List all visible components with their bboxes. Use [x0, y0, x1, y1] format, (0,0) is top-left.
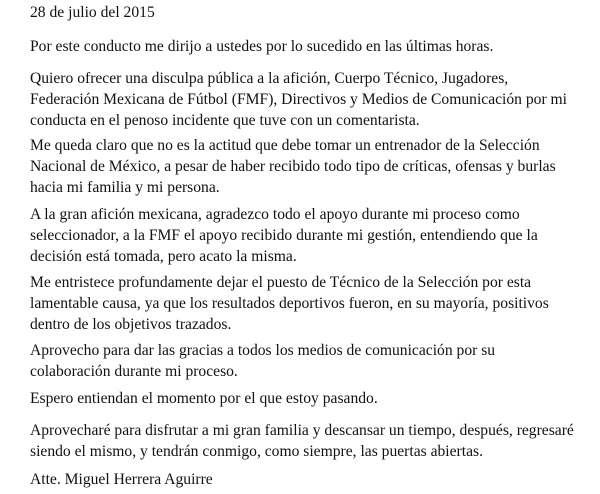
paragraph-2-line-1: Quiero ofrecer una disculpa pública a la afición, Cuerpo Técnico, Jugadores,: [30, 70, 509, 87]
paragraph-4-line-2: seleccionador, a la FMF el apoyo recibido durante mi gestión, entendiendo que la: [30, 227, 538, 244]
paragraph-3-line-3: hacia mi familia y mi persona.: [30, 179, 220, 196]
paragraph-8-line-1: Aprovecharé para disfrutar a mi gran familia y descansar un tiempo, después, regresaré: [30, 422, 574, 439]
paragraph-4-line-3: decisión está tomada, pero acato la misma.: [30, 248, 297, 265]
paragraph-3-line-2: Nacional de México, a pesar de haber recibido todo tipo de críticas, ofensas y burlas: [30, 158, 556, 175]
paragraph-3-line-1: Me queda claro que no es la actitud que debe tomar un entrenador de la Selección: [30, 137, 540, 154]
paragraph-2-line-3: conducta en el penoso incidente que tuve con un comentarista.: [30, 112, 420, 129]
paragraph-2-line-2: Federación Mexicana de Fútbol (FMF), Directivos y Medios de Comunicación por mi: [30, 91, 568, 108]
paragraph-8-line-2: siendo el mismo, y tendrán conmigo, como siempre, las puertas abiertas.: [30, 443, 483, 460]
paragraph-1-line-1: Por este conducto me dirijo a ustedes por lo sucedido en las últimas horas.: [30, 38, 494, 55]
paragraph-7-line-1: Espero entiendan el momento por el que estoy pasando.: [30, 390, 378, 407]
signature: Atte. Miguel Herrera Aguirre: [30, 471, 213, 488]
letter-date: 28 de julio del 2015: [30, 4, 155, 21]
paragraph-5-line-1: Me entristece profundamente dejar el puesto de Técnico de la Selección por esta: [30, 274, 532, 291]
paragraph-5-line-2: lamentable causa, ya que los resultados deportivos fueron, en su mayoría, positivos: [30, 295, 549, 312]
paragraph-6-line-1: Aprovecho para dar las gracias a todos los medios de comunicación por su: [30, 342, 496, 359]
paragraph-4-line-1: A la gran afición mexicana, agradezco todo el apoyo durante mi proceso como: [30, 206, 520, 223]
paragraph-5-line-3: dentro de los objetivos trazados.: [30, 316, 232, 333]
paragraph-6-line-2: colaboración durante mi proceso.: [30, 363, 238, 380]
